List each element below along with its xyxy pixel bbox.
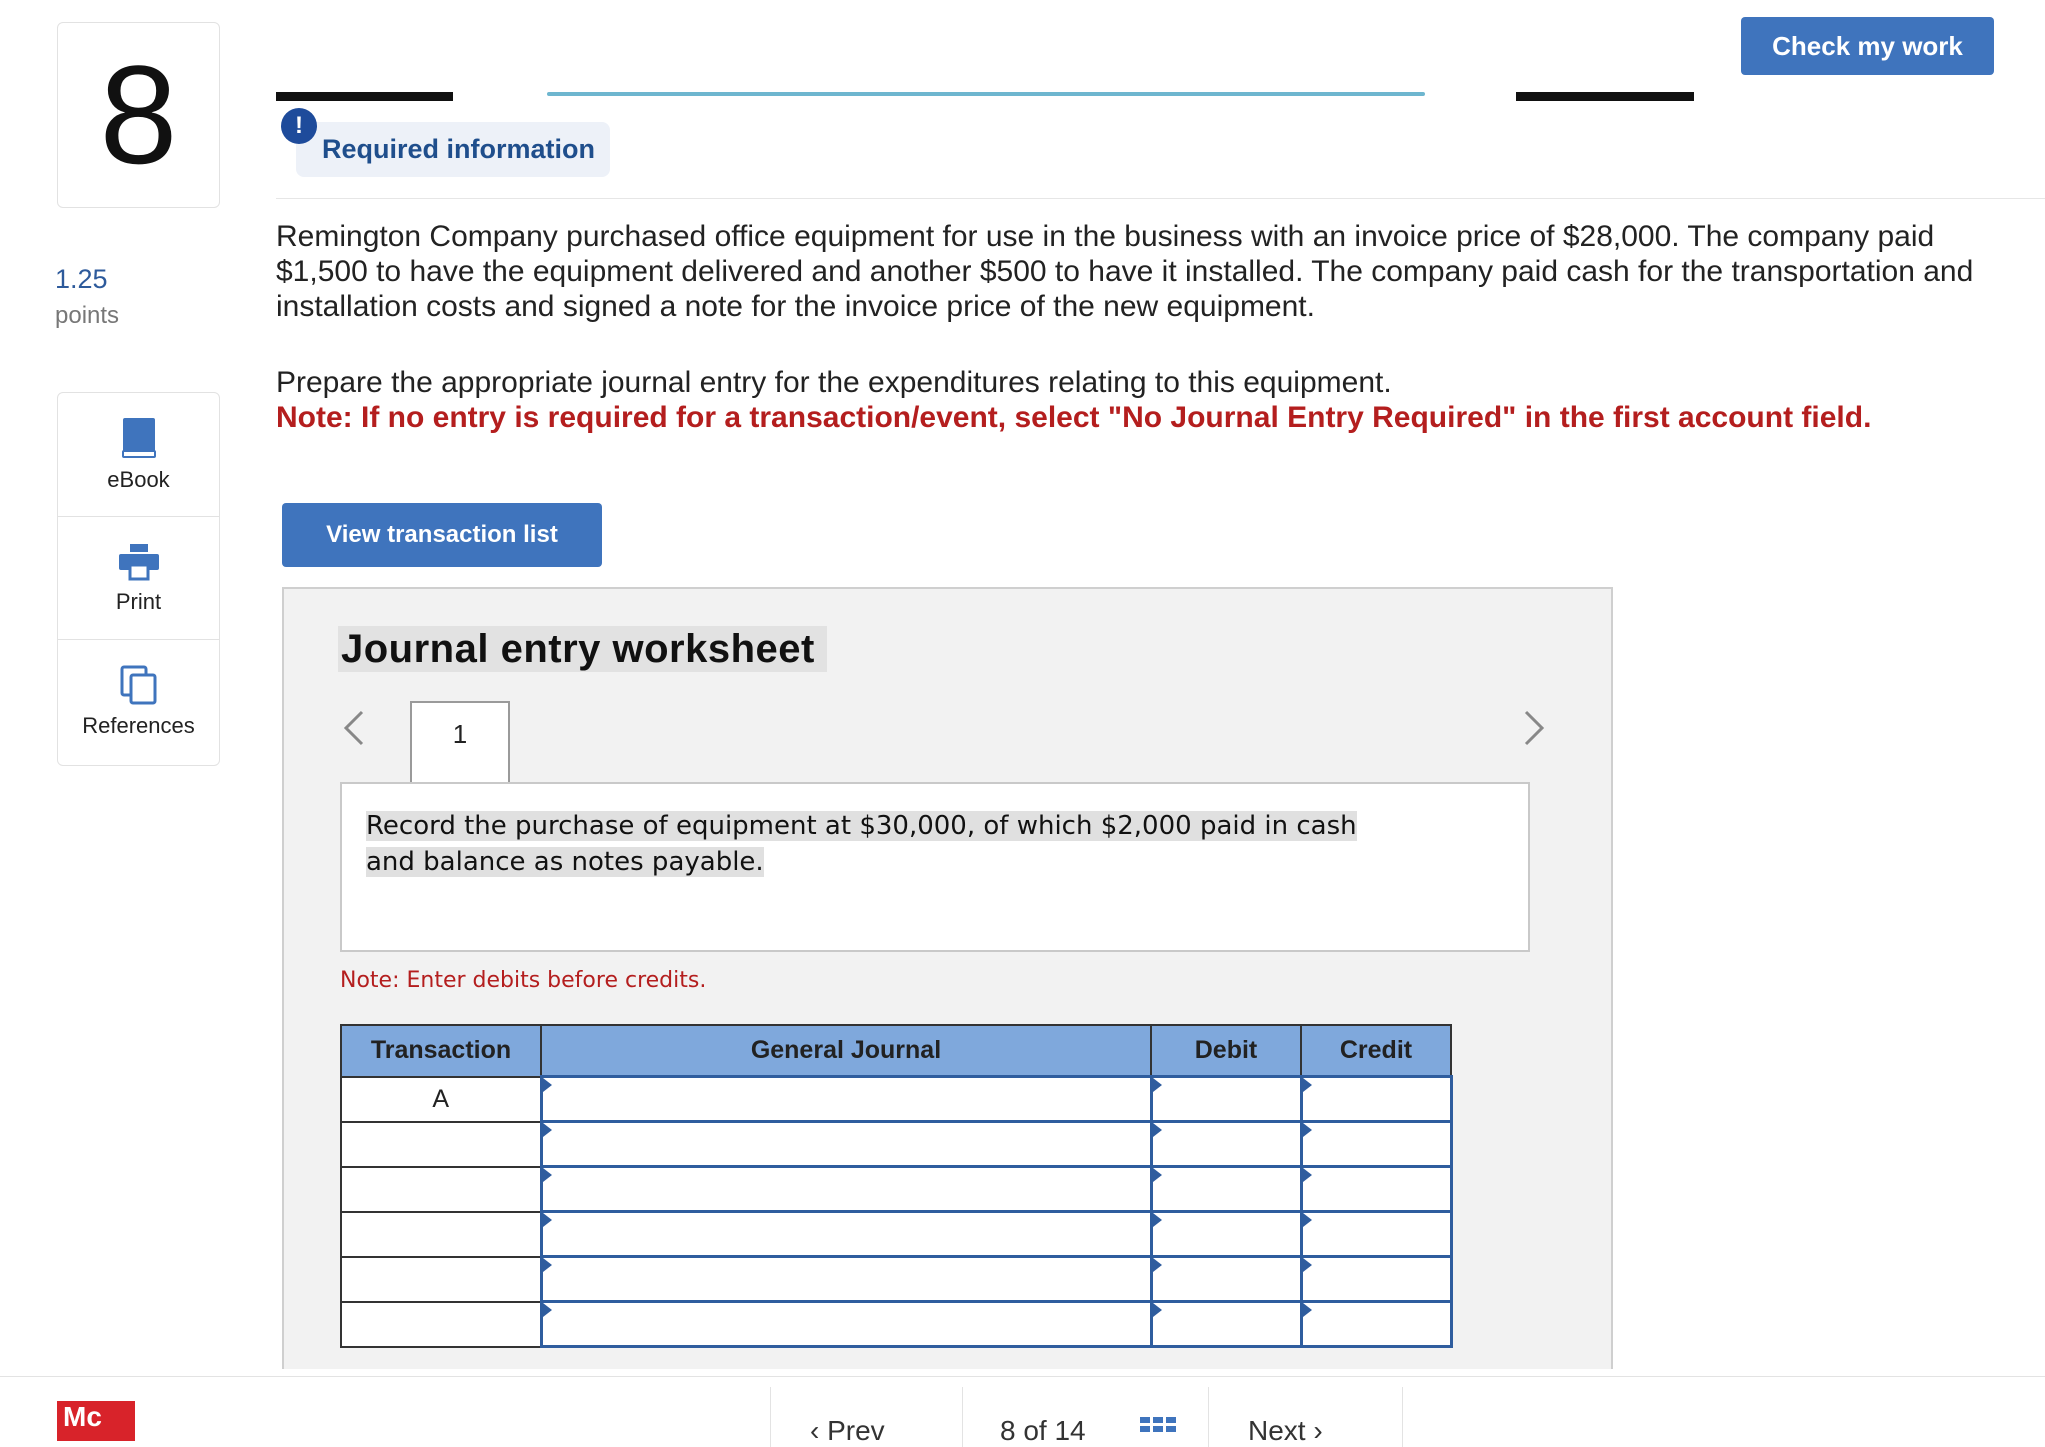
footer-divider [0, 1376, 2045, 1377]
mcgraw-hill-logo: Mc [57, 1401, 135, 1441]
progress-segment [1516, 92, 1694, 101]
table-row [341, 1212, 1451, 1257]
debit-input[interactable] [1151, 1302, 1301, 1347]
debit-input[interactable] [1151, 1122, 1301, 1167]
account-select[interactable] [541, 1122, 1151, 1167]
table-row [341, 1122, 1451, 1167]
footer-separator [1208, 1387, 1209, 1447]
references-label: References [82, 712, 195, 738]
progress-track [547, 92, 1425, 96]
progress-segment [276, 92, 453, 101]
account-select[interactable] [541, 1302, 1151, 1347]
copy-icon [120, 665, 158, 705]
footer-separator [962, 1387, 963, 1447]
table-row [341, 1302, 1451, 1347]
grid-icon[interactable] [1140, 1417, 1176, 1442]
transaction-cell [341, 1167, 541, 1212]
points-value: 1.25 [55, 264, 108, 294]
worksheet-title: Journal entry worksheet [338, 626, 827, 672]
instruction-text: Prepare the appropriate journal entry for the expenditures relating to this equipment. [276, 366, 1392, 399]
transaction-cell [341, 1302, 541, 1347]
print-label: Print [115, 588, 162, 614]
transaction-cell [341, 1212, 541, 1257]
next-label: Next [1248, 1415, 1306, 1446]
check-my-work-button[interactable]: Check my work [1741, 17, 1994, 75]
debit-input[interactable] [1151, 1167, 1301, 1212]
chevron-left-icon[interactable] [342, 708, 366, 755]
col-transaction: Transaction [341, 1025, 541, 1077]
credit-input[interactable] [1301, 1167, 1451, 1212]
exclamation-icon: ! [281, 108, 317, 144]
view-transaction-list-button[interactable]: View transaction list [282, 503, 602, 567]
col-general-journal: General Journal [541, 1025, 1151, 1077]
references-button[interactable] [58, 639, 219, 763]
footer-separator [770, 1387, 771, 1447]
account-select[interactable] [541, 1167, 1151, 1212]
instruction-note: Note: If no entry is required for a transaction/event, select "No Journal Entry Required" in the first account field. [276, 401, 1872, 434]
problem-text: Remington Company purchased office equipment for use in the business with an invoice price of $28,000. The company paid $1,500 to have the equipment delivered and another $500 to have it installed. The company paid cash for the transportation and installation costs and signed a note for the invoice price of the new equipment. [276, 220, 1974, 323]
page-indicator: 8 of 14 [1000, 1415, 1086, 1446]
debit-input[interactable] [1151, 1077, 1301, 1122]
tab-entry-1[interactable]: 1 [410, 701, 510, 784]
journal-table [340, 1024, 1453, 1348]
debits-note: Note: Enter debits before credits. [340, 968, 707, 993]
credit-input[interactable] [1301, 1302, 1451, 1347]
chevron-right-icon[interactable] [1522, 708, 1546, 755]
book-icon [121, 417, 157, 459]
question-number: 8 [57, 22, 220, 208]
prev-label: Prev [827, 1415, 885, 1446]
credit-input[interactable] [1301, 1122, 1451, 1167]
credit-input[interactable] [1301, 1077, 1451, 1122]
ebook-button[interactable] [58, 393, 219, 516]
required-info-label[interactable]: Required information [322, 134, 596, 164]
points-label: points [55, 302, 120, 329]
printer-icon [118, 543, 160, 581]
footer-separator [1402, 1387, 1403, 1447]
next-button[interactable] [1248, 1415, 1323, 1447]
chevron-left-icon: ‹ [810, 1415, 828, 1446]
account-select[interactable] [541, 1077, 1151, 1122]
table-row [341, 1077, 1451, 1122]
table-row [341, 1257, 1451, 1302]
transaction-cell: A [341, 1077, 541, 1122]
transaction-cell [341, 1122, 541, 1167]
debit-input[interactable] [1151, 1257, 1301, 1302]
prev-button[interactable] [810, 1415, 885, 1447]
tools-panel [57, 392, 220, 766]
chevron-right-icon: › [1305, 1415, 1323, 1446]
entry-description-line1: Record the purchase of equipment at $30,000, of which $2,000 paid in cash [366, 811, 1357, 841]
account-select[interactable] [541, 1257, 1151, 1302]
divider [276, 198, 2045, 199]
credit-input[interactable] [1301, 1257, 1451, 1302]
instruction-block [276, 365, 2016, 435]
transaction-cell [341, 1257, 541, 1302]
print-button[interactable] [58, 516, 219, 640]
account-select[interactable] [541, 1212, 1151, 1257]
col-debit: Debit [1151, 1025, 1301, 1077]
credit-input[interactable] [1301, 1212, 1451, 1257]
table-header-row [341, 1025, 1451, 1077]
col-credit: Credit [1301, 1025, 1451, 1077]
table-row [341, 1167, 1451, 1212]
entry-description-line2: and balance as notes payable. [366, 847, 764, 877]
ebook-label: eBook [107, 466, 170, 492]
entry-description [366, 808, 1386, 880]
debit-input[interactable] [1151, 1212, 1301, 1257]
